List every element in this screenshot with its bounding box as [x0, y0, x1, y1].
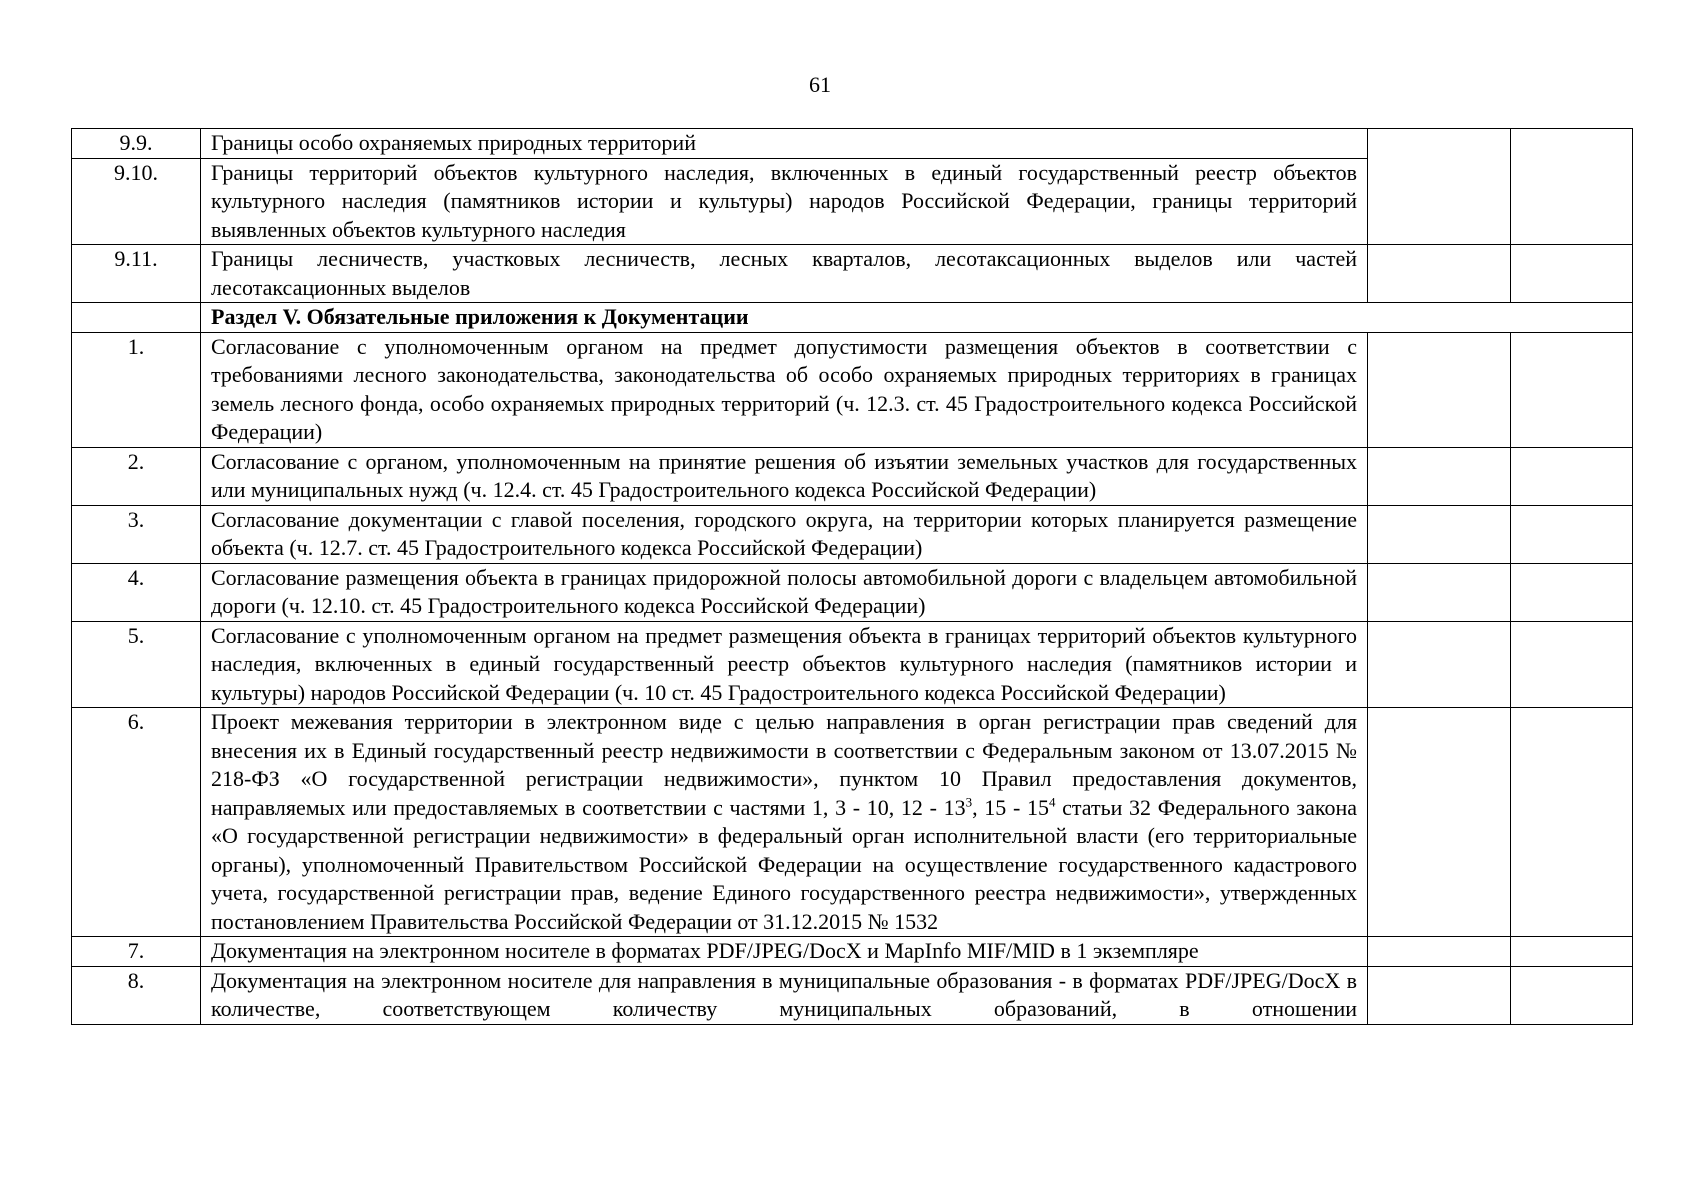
- row-number: 4.: [72, 563, 201, 621]
- table-row: [72, 708, 1633, 937]
- requirements-table: [71, 128, 1633, 1025]
- empty-cell: [1511, 505, 1633, 563]
- table-row: [72, 966, 1633, 1024]
- row-number: 5.: [72, 621, 201, 708]
- page-number: 61: [809, 72, 831, 97]
- empty-cell: [1368, 966, 1511, 1024]
- row-text: Согласование документации с главой поселения, городского округа, на территории которых планируется размещение объекта (ч. 12.7. ст. 45 Градостроительного кодекса Российской Федерации): [201, 505, 1368, 563]
- row-text: Границы территорий объектов культурного наследия, включенных в единый государственный реестр объектов культурного наследия (памятников истории и культуры) народов Российской Федерации, границы территорий выявленных объектов культурного наследия: [201, 158, 1368, 245]
- row-text: Границы лесничеств, участковых лесничеств, лесных кварталов, лесотаксационных выделов или частей лесотаксационных выделов: [201, 245, 1368, 303]
- table-row: [72, 937, 1633, 967]
- empty-cell: [1368, 708, 1511, 937]
- row-text-part: статьи 32 Федерального закона «О государственной регистрации недвижимости» в федеральный орган исполнительной власти (его территориальные органы), уполномоченный Правительством Российской Федерации на осуществление государственного кадастрового учета, государственной регистрации прав, ведение Единого государственного реестра недвижимости», утвержденных постановлением Правительства Российской Федерации от 31.12.2015 № 1532: [211, 794, 1357, 934]
- empty-cell: [1368, 563, 1511, 621]
- empty-cell: [1511, 332, 1633, 447]
- empty-cell: [1368, 621, 1511, 708]
- row-text-part: , 15 - 15: [972, 794, 1049, 820]
- row-text-part: Проект межевания территории в электронном виде с целью направления в орган регистрации прав сведений для внесения их в Единый государственный реестр недвижимости в соответствии с Федеральным законом от 13.07.2015 № 218-ФЗ «О государственной регистрации недвижимости», пунктом 10 Правил предоставления документов, направляемых или предоставляемых в соответствии с частями 1, 3 - 10, 12 - 13: [211, 709, 1357, 820]
- row-number: 9.9.: [72, 129, 201, 159]
- table-row: [72, 505, 1633, 563]
- row-text: Согласование с уполномоченным органом на предмет размещения объекта в границах территорий объектов культурного наследия, включенных в единый государственный реестр объектов культурного наследия (памятников истории и культуры) народов Российской Федерации (ч. 10 ст. 45 Градостроительного кодекса Российской Федерации): [201, 621, 1368, 708]
- row-number: [72, 303, 201, 333]
- empty-cell: [1368, 332, 1511, 447]
- table-row: [72, 129, 1633, 159]
- row-number: 9.10.: [72, 158, 201, 245]
- section-heading: Раздел V. Обязательные приложения к Документации: [201, 303, 1633, 333]
- empty-cell: [1511, 563, 1633, 621]
- row-number: 8.: [72, 966, 201, 1024]
- empty-cell: [1368, 937, 1511, 967]
- table-row: [72, 447, 1633, 505]
- table-row: [72, 245, 1633, 303]
- empty-cell: [1511, 708, 1633, 937]
- row-text: Документация на электронном носителе в форматах PDF/JPEG/DocX и MapInfo MIF/MID в 1 экземпляре: [201, 937, 1368, 967]
- table-row: [72, 332, 1633, 447]
- empty-cell: [1368, 245, 1511, 303]
- empty-cell: [1368, 505, 1511, 563]
- footnote-mark: 4: [1048, 794, 1056, 810]
- empty-cell: [1511, 621, 1633, 708]
- row-number: 3.: [72, 505, 201, 563]
- empty-cell: [1511, 937, 1633, 967]
- empty-cell: [1511, 447, 1633, 505]
- footnote-mark: 3: [965, 794, 973, 810]
- empty-cell: [1511, 129, 1633, 245]
- row-number: 9.11.: [72, 245, 201, 303]
- row-text: Согласование с органом, уполномоченным на принятие решения об изъятии земельных участков для государственных или муниципальных нужд (ч. 12.4. ст. 45 Градостроительного кодекса Российской Федерации): [201, 447, 1368, 505]
- row-text: [201, 708, 1368, 937]
- section-heading-row: [72, 303, 1633, 333]
- row-text: Документация на электронном носителе для направления в муниципальные образования - в форматах PDF/JPEG/DocX в количестве, соответствующем количеству муниципальных образований, в отношении: [201, 966, 1368, 1024]
- row-text: Границы особо охраняемых природных территорий: [201, 129, 1368, 159]
- row-text: Согласование размещения объекта в границах придорожной полосы автомобильной дороги с владельцем автомобильной дороги (ч. 12.10. ст. 45 Градостроительного кодекса Российской Федерации): [201, 563, 1368, 621]
- empty-cell: [1368, 447, 1511, 505]
- row-text: Согласование с уполномоченным органом на предмет допустимости размещения объектов в соответствии с требованиями лесного законодательства, законодательства об особо охраняемых природных территориях в границах земель лесного фонда, особо охраняемых природных территорий (ч. 12.3. ст. 45 Градостроительного кодекса Российской Федерации): [201, 332, 1368, 447]
- table-row: [72, 621, 1633, 708]
- row-number: 6.: [72, 708, 201, 937]
- table-row: [72, 563, 1633, 621]
- row-number: 2.: [72, 447, 201, 505]
- empty-cell: [1511, 245, 1633, 303]
- row-number: 1.: [72, 332, 201, 447]
- row-number: 7.: [72, 937, 201, 967]
- empty-cell: [1368, 129, 1511, 245]
- empty-cell: [1511, 966, 1633, 1024]
